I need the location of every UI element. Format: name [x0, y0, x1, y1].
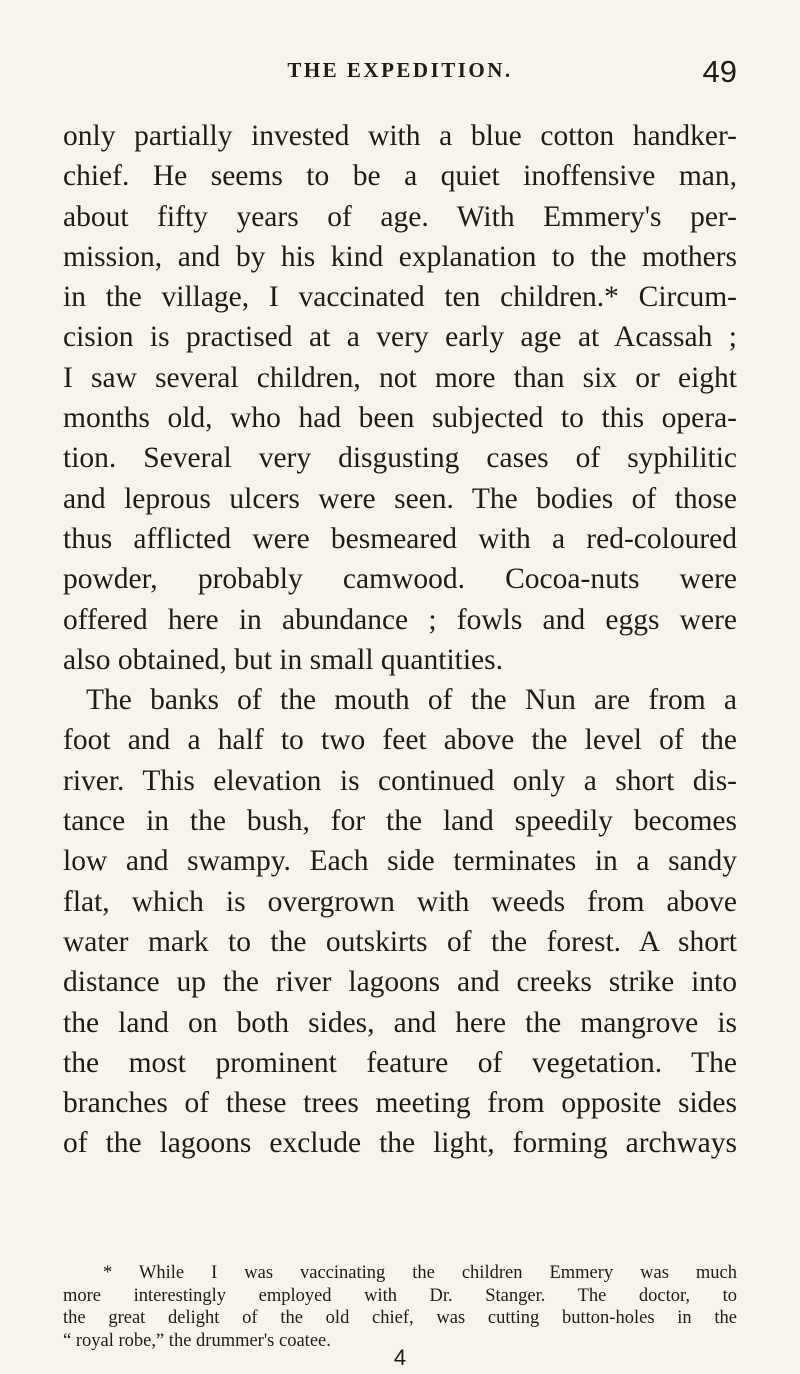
- text-line: offered here in abundance ; fowls and eggs were: [63, 603, 737, 636]
- page-header: [63, 54, 737, 102]
- text-line: and leprous ulcers were seen. The bodies of those: [63, 482, 737, 515]
- text-line-paragraph-end: also obtained, but in small quantities.: [63, 643, 503, 676]
- text-line: distance up the river lagoons and creeks strike into: [63, 966, 737, 999]
- text-line: about fifty years of age. With Emmery's per-: [63, 200, 737, 233]
- text-line: low and swampy. Each side terminates in a sandy: [63, 845, 737, 878]
- text-line: foot and a half to two feet above the level of the: [63, 724, 737, 757]
- text-line: the land on both sides, and here the mangrove is: [63, 1006, 737, 1039]
- page-number: 49: [702, 54, 737, 89]
- text-line: in the village, I vaccinated ten children.* Circum-: [63, 281, 737, 314]
- text-line: of the lagoons exclude the light, forming archways: [63, 1127, 737, 1160]
- text-line: flat, which is overgrown with weeds from above: [63, 885, 737, 918]
- signature-mark: 4: [393, 1345, 407, 1370]
- text-line: the most prominent feature of vegetation. The: [63, 1046, 737, 1079]
- text-line: only partially invested with a blue cotton handker-: [63, 120, 737, 152]
- footnote-line: the great delight of the old chief, was cutting button-holes in the: [63, 1308, 737, 1328]
- footnote-line: “ royal robe,” the drummer's coatee.: [63, 1330, 331, 1351]
- text-line: thus afflicted were besmeared with a red-coloured: [63, 522, 737, 555]
- footnote-line: more interestingly employed with Dr. Stanger. The doctor, to: [63, 1285, 737, 1306]
- text-line: tance in the bush, for the land speedily becomes: [63, 805, 737, 838]
- text-line: branches of these trees meeting from opposite sides: [63, 1087, 737, 1120]
- text-line: months old, who had been subjected to this opera-: [63, 402, 737, 435]
- text-line: tion. Several very disgusting cases of syphilitic: [63, 442, 737, 475]
- text-line-paragraph-start: The banks of the mouth of the Nun are from a: [86, 684, 737, 717]
- text-line: water mark to the outskirts of the forest. A short: [63, 925, 737, 958]
- text-line: cision is practised at a very early age at Acassah ;: [63, 321, 737, 354]
- text-line: mission, and by his kind explanation to the mothers: [63, 240, 737, 273]
- footnote: [63, 1262, 737, 1352]
- running-title: THE EXPEDITION.: [287, 58, 513, 82]
- footnote-line: * While I was vaccinating the children Emmery was much: [103, 1263, 737, 1283]
- body-text: [63, 116, 737, 1164]
- text-line: river. This elevation is continued only a short dis-: [63, 764, 737, 797]
- text-line: I saw several children, not more than six or eight: [63, 361, 737, 394]
- text-line: chief. He seems to be a quiet inoffensive man,: [63, 160, 737, 193]
- text-line: powder, probably camwood. Cocoa-nuts were: [63, 563, 737, 596]
